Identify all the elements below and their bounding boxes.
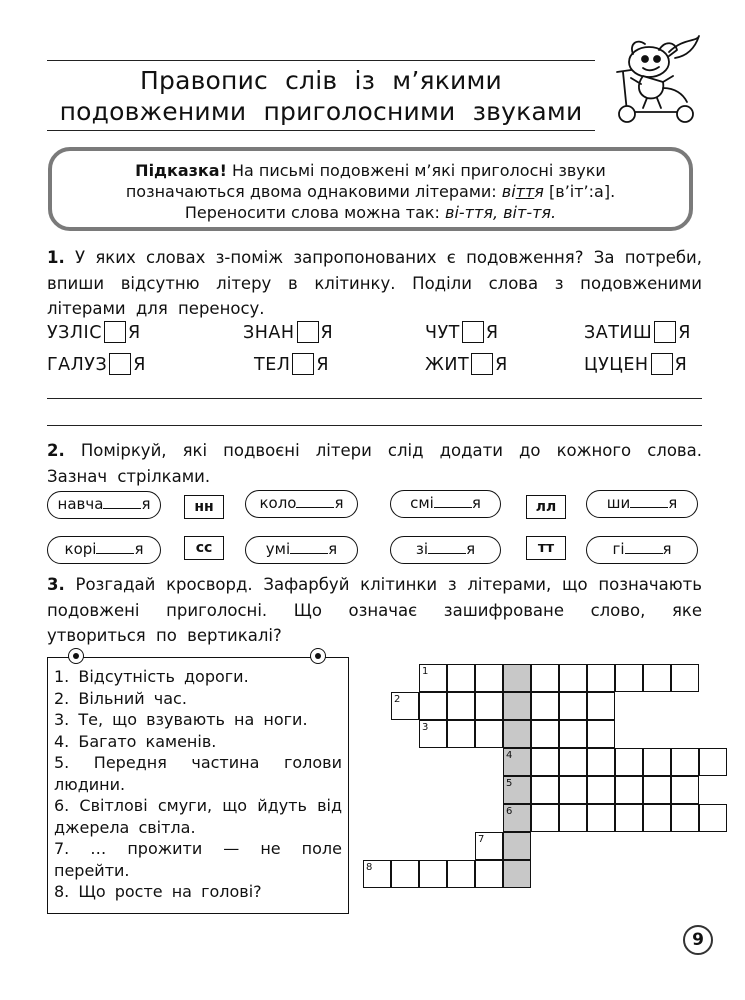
writing-line[interactable] [47,398,702,399]
crossword-cell[interactable] [503,720,531,748]
hint-example: віття [501,182,544,201]
crossword-cell[interactable] [503,832,531,860]
crossword-row-number: 5 [506,778,513,789]
crossword-cell[interactable] [503,692,531,720]
crossword-cell[interactable] [587,776,615,804]
word-pill[interactable]: гі я [586,536,698,564]
crossword-cell[interactable] [643,664,671,692]
letter-box[interactable] [292,353,314,375]
crossword-cell[interactable] [615,776,643,804]
crossword-cell[interactable] [643,748,671,776]
crossword-cell[interactable] [559,776,587,804]
crossword-cell[interactable] [643,804,671,832]
clue: 2. Вільний час. [54,688,187,708]
letter-box[interactable] [654,321,676,343]
hint-text-3: Переносити слова можна так: [184,203,440,222]
task-2-text [47,438,702,489]
word-pill[interactable]: зі я [390,536,501,564]
crossword-cell[interactable] [531,804,559,832]
crossword-cell[interactable] [615,664,643,692]
crossword-row-number: 3 [422,722,429,733]
double-letter-box[interactable]: лл [526,495,566,519]
word-pill[interactable]: коло я [245,490,358,518]
crossword-cell[interactable] [587,720,615,748]
crossword-cell[interactable] [559,664,587,692]
clue: 1. Відсутність дороги. [54,667,249,686]
clue: 6. Світлові смуги, що йдуть від джерела світла. [54,796,342,837]
crossword-cell[interactable] [531,776,559,804]
clue: 8. Що росте на голові? [54,882,262,901]
crossword-cell[interactable] [503,860,531,888]
binder-ring-icon [68,648,84,664]
header-top-rule [47,60,595,61]
crossword-cell[interactable] [531,720,559,748]
crossword-cell[interactable] [615,748,643,776]
task-1-word: ЦУЦЕН Я [584,355,688,375]
hint-line-2 [52,181,689,202]
writing-line[interactable] [47,425,702,426]
crossword-cell[interactable] [699,748,727,776]
hint-transcription: [в’іт’:а]. [549,182,616,201]
crossword-cell[interactable] [587,748,615,776]
crossword-cell[interactable] [447,664,475,692]
double-letter-box[interactable]: сс [184,536,224,560]
letter-box[interactable] [651,353,673,375]
task-1-word: УЗЛІС Я [47,323,141,343]
page-title-line-1: Правопис слів із м’якими [140,66,502,95]
task-3-number: 3. [47,575,65,594]
page-title-line-2: подовженими приголосними звуками [59,97,583,126]
hint-hyphenation-examples: ві-ття, віт-тя. [445,203,557,222]
letter-box[interactable] [297,321,319,343]
dragon-on-scooter-icon [603,32,703,124]
hint-line-1 [52,160,689,181]
crossword-cell[interactable] [475,692,503,720]
letter-box[interactable] [471,353,493,375]
double-letter-box[interactable]: нн [184,495,224,519]
crossword-cell[interactable] [671,748,699,776]
double-letter-box[interactable]: тт [526,536,566,560]
hint-label: Підказка! [135,161,227,180]
crossword-row-number: 7 [478,834,485,845]
crossword-cell[interactable] [671,776,699,804]
crossword-cell[interactable] [559,748,587,776]
letter-box[interactable] [109,353,131,375]
word-pill[interactable]: ши я [586,490,698,518]
hint-text-1: На письмі подовжені м’які приголосні звуки [231,161,606,180]
task-1-instructions: У яких словах з-поміж запропонованих є подовження? За потреби, впиши відсутню літеру в клітинку. Поділи слова з подовженими літерами для переносу. [47,248,702,318]
task-1-text [47,245,702,322]
crossword-row-number: 4 [506,750,513,761]
task-1-word: ТЕЛ Я [254,355,330,375]
crossword-cell[interactable] [559,720,587,748]
word-pill[interactable]: навча я [47,491,161,519]
crossword-cell[interactable] [447,692,475,720]
crossword-cell[interactable] [475,720,503,748]
hint-line-3 [52,202,689,223]
word-pill[interactable]: умі я [245,536,358,564]
crossword-cell[interactable] [615,804,643,832]
crossword-cell[interactable] [671,664,699,692]
crossword-clues [47,657,349,914]
crossword-row-number: 8 [366,862,373,873]
crossword-row-number: 2 [394,694,401,705]
crossword-cell[interactable] [531,748,559,776]
crossword-cell[interactable] [475,664,503,692]
page-number: 9 [683,925,713,955]
crossword-cell[interactable] [419,692,447,720]
word-pill[interactable]: смі я [390,490,501,518]
clue: 5. Передня частина голови людини. [54,753,342,794]
task-3-instructions: Розгадай кросворд. Зафарбуй клітинки з літерами, що позначають подовжені приголосні. Що означає зашифроване слово, яке утвориться по вертикалі? [47,575,702,645]
task-1-word: ГАЛУЗ Я [47,355,146,375]
task-2-instructions: Поміркуй, які подвоєні літери слід додати до кожного слова. Зазнач стрілками. [47,441,703,486]
crossword-cell[interactable] [559,692,587,720]
task-1-word: ЗНАН Я [243,323,334,343]
binder-ring-icon [310,648,326,664]
task-3-text [47,572,702,649]
crossword-cell[interactable] [559,804,587,832]
crossword-cell[interactable] [419,860,447,888]
clue: 4. Багато каменів. [54,731,217,751]
hint-box [48,147,693,231]
clue: 3. Те, що взувають на ноги. [54,710,308,729]
crossword-cell[interactable] [671,804,699,832]
crossword-cell[interactable] [447,720,475,748]
task-1-word: ЗАТИШ Я [584,323,691,343]
task-1-word: ЖИТ Я [425,355,508,375]
crossword-cell[interactable] [475,860,503,888]
crossword-row-number: 1 [422,666,429,677]
letter-box[interactable] [462,321,484,343]
crossword-cell[interactable] [531,664,559,692]
word-pill[interactable]: корі я [47,536,161,564]
hint-text-2: позначаються двома однаковими літерами: [125,182,497,201]
crossword-cell[interactable] [587,692,615,720]
crossword-cell[interactable] [643,776,671,804]
crossword-cell[interactable] [391,860,419,888]
header-bottom-rule [47,130,595,131]
crossword-cell[interactable] [587,664,615,692]
task-2-number: 2. [47,441,65,460]
crossword-cell[interactable] [447,860,475,888]
clue: 7. … прожити — не поле перейти. [54,839,342,880]
crossword-cell[interactable] [531,692,559,720]
task-1-number: 1. [47,248,65,267]
crossword-cell[interactable] [587,804,615,832]
crossword-cell[interactable] [699,804,727,832]
task-1-word: ЧУТ Я [425,323,499,343]
crossword-cell[interactable] [503,664,531,692]
crossword-row-number: 6 [506,806,513,817]
letter-box[interactable] [104,321,126,343]
